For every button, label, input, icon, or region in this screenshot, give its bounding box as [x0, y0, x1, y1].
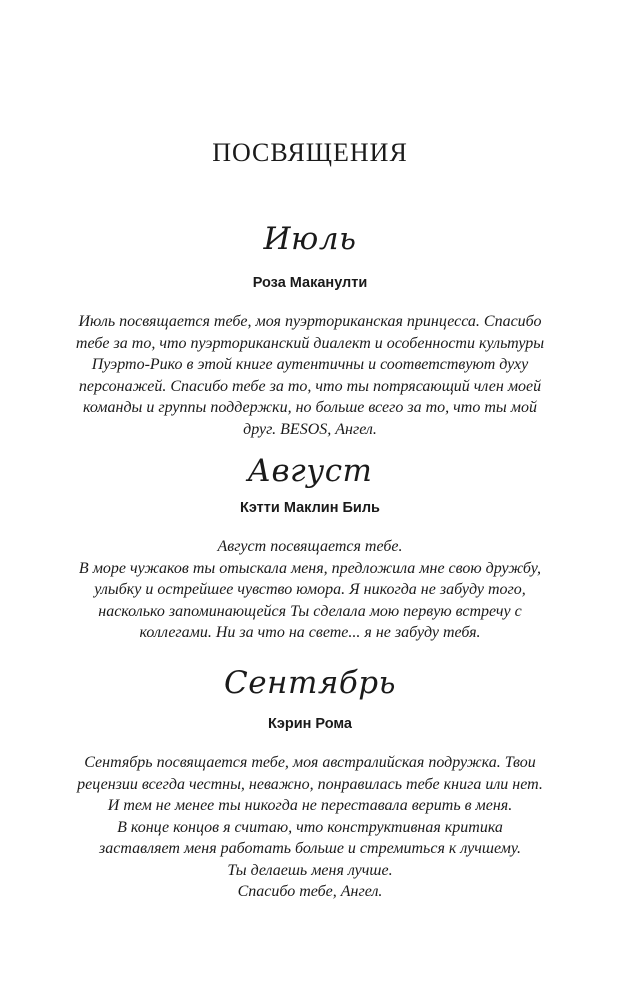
text-line: насколько запоминающейся Ты сделала мою первую встречу с: [98, 602, 522, 620]
text-line: Август посвящается тебе.: [217, 538, 403, 556]
text-line: Спасибо тебе, Ангел.: [237, 883, 383, 901]
dedicatee-name: Кэтти Маклин Биль: [240, 500, 380, 517]
dedicatee-name: Роза Маканулти: [252, 275, 368, 292]
text-line: друг. BESOS, Ангел.: [243, 420, 377, 438]
month-heading: Сентябрь: [223, 665, 397, 701]
text-line: коллегами. Ни за что на свете... я не забуду тебя.: [139, 624, 481, 642]
text-line: Ты делаешь меня лучше.: [227, 861, 393, 879]
dedication-text: [40, 536, 580, 644]
text-line: рецензии всегда честны, неважно, понравилась тебе книга или нет.: [77, 775, 543, 793]
dedication-text: [40, 311, 580, 440]
page-title: ПОСВЯЩЕНИЯ: [212, 138, 408, 167]
dedication-text: [40, 752, 580, 903]
text-line: В конце концов я считаю, что конструктивная критика: [117, 818, 503, 836]
month-heading: Август: [247, 453, 373, 489]
text-line: В море чужаков ты отыскала меня, предложила мне свою дружбу,: [78, 559, 542, 577]
dedication-july: [40, 222, 580, 440]
text-line: Сентябрь посвящается тебе, моя австралийская подружка. Твои: [84, 754, 536, 772]
text-line: Пуэрто-Рико в этой книге аутентичны и соответствуют духу: [91, 356, 529, 374]
text-line: команды и группы поддержки, но больше всего за то, что ты мой: [83, 399, 537, 417]
text-line: И тем не менее ты никогда не переставала верить в меня.: [107, 797, 513, 815]
text-line: тебе за то, что пуэрториканский диалект и особенности культуры: [75, 334, 545, 352]
text-line: заставляет меня работать больше и стремиться к лучшему.: [99, 840, 521, 858]
text-line: Июль посвящается тебе, моя пуэрториканская принцесса. Спасибо: [78, 313, 542, 331]
text-line: персонажей. Спасибо тебе за то, что ты потрясающий член моей: [78, 377, 542, 395]
dedicatee-name: Кэрин Рома: [268, 716, 352, 733]
month-heading: Июль: [263, 221, 357, 257]
text-line: улыбку и острейшее чувство юмора. Я никогда не забуду того,: [94, 581, 526, 599]
dedication-august: [40, 454, 580, 644]
dedication-september: [40, 666, 580, 903]
